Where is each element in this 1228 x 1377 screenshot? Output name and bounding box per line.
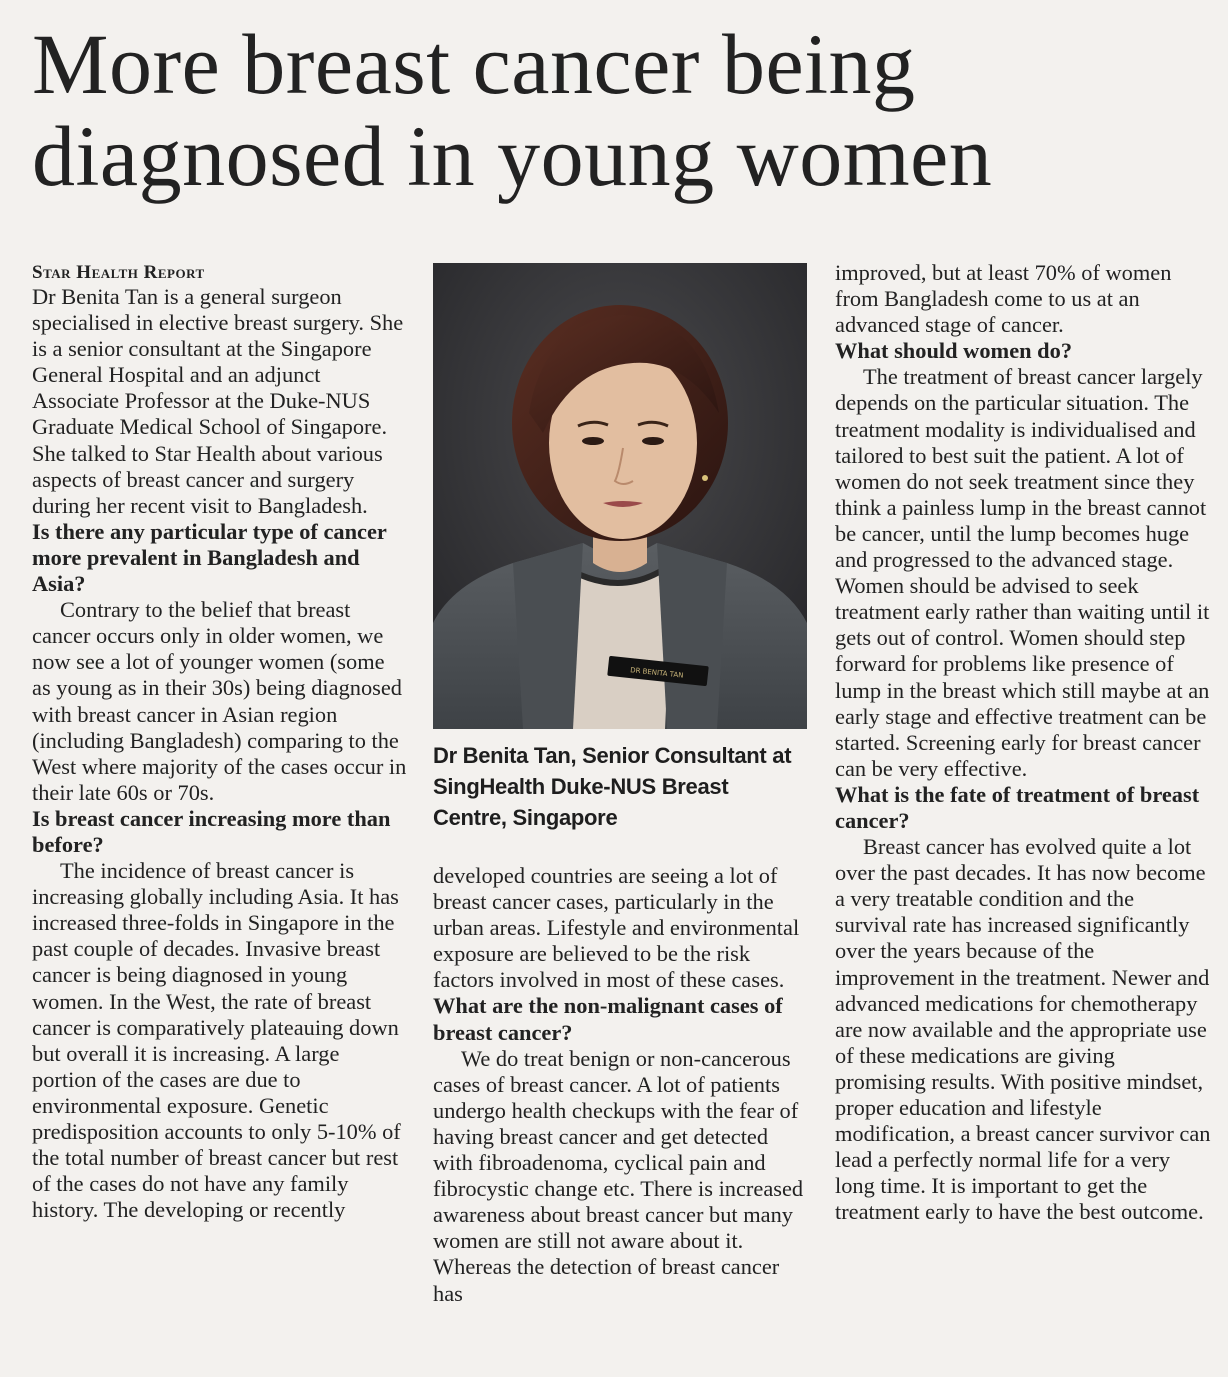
question-3: What are the non-malignant cases of breast cancer? [433,993,783,1045]
article-column-2 [433,863,805,1307]
question-4: What should women do? [835,338,1073,364]
article-column-3 [835,260,1211,1225]
question-2: Is breast cancer increasing more than before? [32,805,391,857]
answer-1: Contrary to the belief that breast cancer occurs only in older women, we now see a lot of younger women (some as young as in their 30s) being diagnosed with breast cancer in Asian region (including Bangladesh) comparing to the West where majority of the cases occur in their late 60s or 70s. [32,597,407,805]
intro-paragraph: Dr Benita Tan is a general surgeon specialised in elective breast surgery. She is a senior consultant at the Singapore General Hospital and an adjunct Associate Professor at the Duke-NUS Graduate Medical School of Singapore. She talked to Star Health about various aspects of breast cancer and surgery during her recent visit to Bangladesh. [32,284,404,518]
portrait-photo [433,263,807,729]
name-badge: DR BENITA TAN [629,666,684,680]
answer-3-part-2: improved, but at least 70% of women from Bangladesh come to us at an advanced stage of cancer. [835,260,1172,338]
article-column-1 [32,262,408,1223]
photo-caption: Dr Benita Tan, Senior Consultant at SingHealth Duke-NUS Breast Centre, Singapore [433,743,792,830]
answer-5: Breast cancer has evolved quite a lot over the past decades. It has now become a very treatable condition and the survival rate has increased significantly over the years because of the improvement in the treatment. Newer and advanced medications for chemotherapy are now available and the appropriate use of these medications are giving promising results. With positive mindset, proper education and lifestyle modification, a breast cancer survivor can lead a perfectly normal life for a very long time. It is important to get the treatment early to have the best outcome. [835,834,1211,1225]
question-5: What is the fate of treatment of breast cancer? [835,781,1200,833]
answer-3-part-1: We do treat benign or non-cancerous cases of breast cancer. A lot of patients undergo health checkups with the fear of having breast cancer and get detected with fibroadenoma, cyclical pain and fibrocystic change etc. There is increased awareness about breast cancer but many women are still not aware about it. Whereas the detection of breast cancer has [433,1045,804,1306]
answer-2-part-2: developed countries are seeing a lot of breast cancer cases, particularly in the urban areas. Lifestyle and environmental exposure are believed to be the risk factors involved in most of these cases. [433,863,800,993]
byline: Star Health Report [32,262,205,283]
question-1: Is there any particular type of cancer more prevalent in Bangladesh and Asia? [32,518,387,597]
portrait-illustration [433,263,807,729]
answer-4: The treatment of breast cancer largely depends on the particular situation. The treatment modality is individualised and tailored to best suit the patient. A lot of women do not seek treatment since they think a painless lump in the breast cannot be cancer, until the lump becomes huge and progressed to the advanced stage. Women should be advised to seek treatment early rather than waiting until it gets out of control. Women should step forward for problems like presence of lump in the breast which still maybe at an early stage and effective treatment can be started. Screening early for breast cancer can be very effective. [835,364,1210,781]
answer-2-part-1: The incidence of breast cancer is increasing globally including Asia. It has increased three-folds in Singapore in the past couple of decades. Invasive breast cancer is being diagnosed in young women. In the West, the rate of breast cancer is comparatively plateauing down but overall it is increasing. A large portion of the cases are due to environmental exposure. Genetic predisposition accounts to only 5-10% of the total number of breast cancer but rest of the cases do not have any family history. The developing or recently [32,858,401,1223]
headline: More breast cancer being diagnosed in young women [32,16,993,204]
